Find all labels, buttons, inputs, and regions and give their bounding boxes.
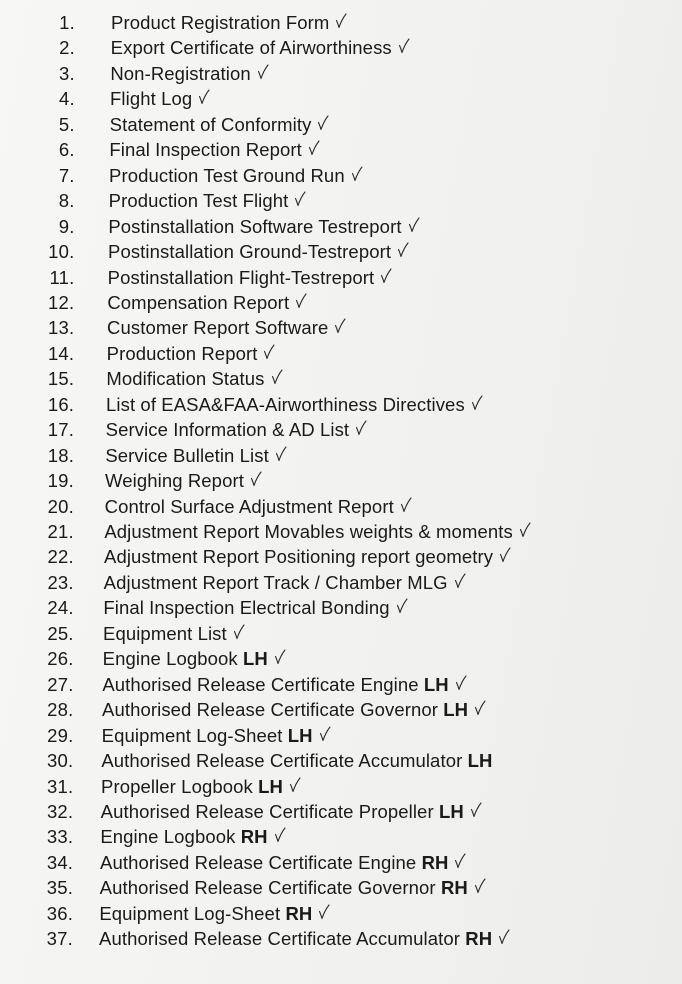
handwritten-checkmark-icon <box>454 573 466 589</box>
item-text: Final Inspection Report <box>109 139 302 161</box>
item-text: Adjustment Report Movables weights & moments <box>104 521 513 542</box>
item-number: 4. <box>58 88 75 110</box>
item-text: Engine Logbook <box>102 648 244 670</box>
item-label <box>103 621 245 646</box>
handwritten-checkmark-icon <box>334 318 346 334</box>
item-text: Production Report <box>106 342 258 364</box>
handwritten-checkmark-icon <box>454 853 466 869</box>
item-label <box>107 341 276 366</box>
item-number: 25. <box>47 622 74 644</box>
item-label <box>101 774 301 799</box>
item-number: 13. <box>48 317 75 339</box>
handwritten-checkmark-icon <box>397 242 409 258</box>
checklist-item <box>0 850 682 875</box>
item-number: 26. <box>47 648 74 670</box>
item-number: 15. <box>47 368 75 390</box>
item-label <box>102 723 331 748</box>
item-label <box>106 366 282 391</box>
checklist-item <box>0 697 682 722</box>
item-number: 21. <box>47 521 74 542</box>
handwritten-checkmark-icon <box>198 89 210 105</box>
checklist-item <box>0 137 682 162</box>
item-number: 7. <box>58 164 75 186</box>
checklist-item <box>0 163 682 188</box>
handwritten-checkmark-icon <box>474 878 486 894</box>
item-number: 34. <box>46 851 74 873</box>
checklist-item <box>0 61 682 86</box>
item-number: 35. <box>46 877 74 899</box>
item-number: 37. <box>46 928 73 950</box>
handwritten-checkmark-icon <box>274 649 286 665</box>
item-side-marker: LH <box>258 775 283 797</box>
item-text: Service Bulletin List <box>105 444 269 466</box>
item-label <box>99 926 510 951</box>
checklist-item <box>0 443 682 468</box>
handwritten-checkmark-icon <box>233 624 245 640</box>
handwritten-checkmark-icon <box>471 395 483 411</box>
checklist-item <box>0 621 682 646</box>
item-text: Compensation Report <box>107 291 290 313</box>
item-side-marker: LH <box>243 648 268 670</box>
item-text: Authorised Release Certificate Accumulator <box>99 928 466 950</box>
item-text: Authorised Release Certificate Engine <box>100 851 422 873</box>
item-number: 17. <box>47 419 75 441</box>
item-text: Control Surface Adjustment Report <box>104 495 394 517</box>
item-label <box>108 265 393 290</box>
item-side-marker: LH <box>467 750 493 772</box>
handwritten-checkmark-icon <box>400 497 412 513</box>
item-number: 16. <box>47 393 75 415</box>
item-text: Export Certificate of Airworthiness <box>110 37 392 59</box>
item-label <box>105 494 412 519</box>
handwritten-checkmark-icon <box>351 166 363 182</box>
item-number: 28. <box>47 699 74 721</box>
handwritten-checkmark-icon <box>257 64 269 80</box>
item-number: 11. <box>49 266 75 288</box>
item-label <box>102 697 486 722</box>
item-side-marker: RH <box>240 826 268 848</box>
item-text: Statement of Conformity <box>109 113 312 135</box>
checklist-item <box>0 519 682 544</box>
item-number: 12. <box>48 291 75 313</box>
item-text: Non-Registration <box>110 62 251 84</box>
handwritten-checkmark-icon <box>335 13 347 29</box>
checklist-item <box>0 672 682 697</box>
handwritten-checkmark-icon <box>396 598 408 614</box>
item-side-marker: LH <box>443 699 469 721</box>
checklist-item <box>0 901 682 926</box>
item-side-marker: LH <box>423 673 449 695</box>
item-text: Adjustment Report Positioning report geometry <box>104 546 494 568</box>
item-label <box>103 646 286 671</box>
item-label <box>110 112 330 137</box>
item-text: Authorised Release Certificate Governor <box>99 877 441 899</box>
checklist-item <box>0 494 682 519</box>
checklist-item <box>0 239 682 264</box>
item-text: Final Inspection Electrical Bonding <box>103 597 390 619</box>
item-number: 30. <box>47 750 74 772</box>
item-label <box>109 163 363 188</box>
checklist-item <box>0 290 682 315</box>
item-label <box>106 392 483 417</box>
handwritten-checkmark-icon <box>274 827 286 843</box>
item-text: Customer Report Software <box>107 317 329 339</box>
handwritten-checkmark-icon <box>408 217 420 233</box>
handwritten-checkmark-icon <box>275 446 287 462</box>
item-text: Postinstallation Flight-Testreport <box>107 266 375 288</box>
checklist-item <box>0 646 682 671</box>
item-label <box>104 544 511 569</box>
item-side-marker: LH <box>287 724 313 746</box>
item-label <box>102 672 466 697</box>
item-label <box>111 10 347 35</box>
handwritten-checkmark-icon <box>289 777 301 793</box>
item-text: Authorised Release Certificate Propeller <box>100 800 439 822</box>
item-number: 1. <box>59 12 75 33</box>
item-label <box>110 86 210 111</box>
checklist-item <box>0 926 682 951</box>
handwritten-checkmark-icon <box>470 802 482 818</box>
handwritten-checkmark-icon <box>294 191 306 207</box>
handwritten-checkmark-icon <box>498 929 510 945</box>
checklist-item <box>0 86 682 111</box>
item-label <box>109 188 307 213</box>
checklist-item <box>0 570 682 595</box>
handwritten-checkmark-icon <box>499 547 511 563</box>
item-number: 33. <box>46 826 74 848</box>
item-text: Equipment Log-Sheet <box>101 724 288 746</box>
handwritten-checkmark-icon <box>474 700 486 716</box>
item-number: 36. <box>46 902 74 924</box>
item-number: 3. <box>59 62 75 84</box>
checklist-item <box>0 265 682 290</box>
item-number: 24. <box>47 597 74 619</box>
checklist-item <box>0 112 682 137</box>
checklist-item <box>0 315 682 340</box>
checklist-item <box>0 341 682 366</box>
item-text: Service Information & AD List <box>105 419 350 441</box>
handwritten-checkmark-icon <box>519 522 531 538</box>
item-side-marker: RH <box>465 928 493 950</box>
item-side-marker: LH <box>438 800 464 822</box>
item-label <box>104 570 466 595</box>
item-label <box>100 850 466 875</box>
item-number: 6. <box>58 139 75 161</box>
checklist-item <box>0 595 682 620</box>
item-number: 8. <box>58 190 75 212</box>
checklist-item <box>0 774 682 799</box>
item-number: 2. <box>59 37 75 59</box>
handwritten-checkmark-icon <box>455 675 467 691</box>
item-number: 10. <box>48 241 75 263</box>
item-number: 18. <box>47 444 75 466</box>
item-number: 9. <box>58 215 75 237</box>
checklist-item <box>0 10 682 35</box>
item-text: Postinstallation Ground-Testreport <box>108 241 392 263</box>
item-text: Authorised Release Certificate Engine <box>102 673 424 695</box>
item-label <box>101 799 482 824</box>
handwritten-checkmark-icon <box>398 38 410 54</box>
checklist-item <box>0 748 682 773</box>
item-number: 32. <box>46 800 74 822</box>
item-label <box>104 519 531 544</box>
item-side-marker: RH <box>285 902 313 924</box>
item-text: Engine Logbook <box>100 826 241 848</box>
item-label <box>109 137 320 162</box>
item-label <box>108 214 419 239</box>
item-number: 19. <box>47 470 74 492</box>
handwritten-checkmark-icon <box>250 471 262 487</box>
handwritten-checkmark-icon <box>317 115 329 131</box>
item-text: Weighing Report <box>105 470 244 492</box>
checklist-item <box>0 875 682 900</box>
item-text: Production Test Flight <box>108 190 289 212</box>
handwritten-checkmark-icon <box>308 140 320 156</box>
item-text: Authorised Release Certificate Accumulator <box>101 750 468 772</box>
item-text: Postinstallation Software Testreport <box>108 215 402 237</box>
item-text: Flight Log <box>110 88 193 110</box>
checklist-item <box>0 468 682 493</box>
item-label <box>99 901 330 926</box>
handwritten-checkmark-icon <box>380 268 392 284</box>
item-label <box>106 417 368 442</box>
item-label <box>111 35 410 60</box>
item-number: 14. <box>47 342 75 364</box>
item-text: Propeller Logbook <box>101 775 259 797</box>
checklist-item <box>0 392 682 417</box>
item-text: Authorised Release Certificate Governor <box>102 699 444 721</box>
checklist-item <box>0 366 682 391</box>
handwritten-checkmark-icon <box>318 904 330 920</box>
item-label <box>110 61 268 86</box>
handwritten-checkmark-icon <box>271 369 283 385</box>
item-text: List of EASA&FAA-Airworthiness Directives <box>106 393 465 415</box>
checklist-item <box>0 799 682 824</box>
item-label <box>105 443 287 468</box>
checklist-item <box>0 417 682 442</box>
item-label <box>100 824 285 849</box>
checklist-item <box>0 723 682 748</box>
item-side-marker: RH <box>440 877 468 899</box>
handwritten-checkmark-icon <box>355 420 367 436</box>
item-text: Equipment List <box>103 622 227 644</box>
item-number: 20. <box>47 495 74 517</box>
item-text: Product Registration Form <box>111 12 330 33</box>
item-side-marker: RH <box>421 851 449 873</box>
item-number: 31. <box>47 775 74 797</box>
item-label <box>103 595 407 620</box>
item-text: Modification Status <box>106 368 265 390</box>
checklist-item <box>0 35 682 60</box>
item-label <box>100 875 486 900</box>
handwritten-checkmark-icon <box>295 293 307 309</box>
checklist-item <box>0 188 682 213</box>
item-number: 22. <box>47 546 74 568</box>
item-text: Adjustment Report Track / Chamber MLG <box>103 571 448 593</box>
item-text: Production Test Ground Run <box>109 164 345 186</box>
item-number: 29. <box>47 724 74 746</box>
item-label <box>107 315 346 340</box>
handwritten-checkmark-icon <box>319 726 331 742</box>
item-label <box>105 468 262 493</box>
item-label <box>108 239 409 264</box>
item-label <box>101 748 492 773</box>
item-number: 5. <box>58 113 75 135</box>
item-number: 23. <box>47 571 74 593</box>
checklist-item <box>0 824 682 849</box>
checklist-item <box>0 544 682 569</box>
item-text: Equipment Log-Sheet <box>99 902 286 924</box>
checklist-item <box>0 214 682 239</box>
item-number: 27. <box>47 673 74 695</box>
item-label <box>107 290 307 315</box>
handwritten-checkmark-icon <box>263 344 275 360</box>
